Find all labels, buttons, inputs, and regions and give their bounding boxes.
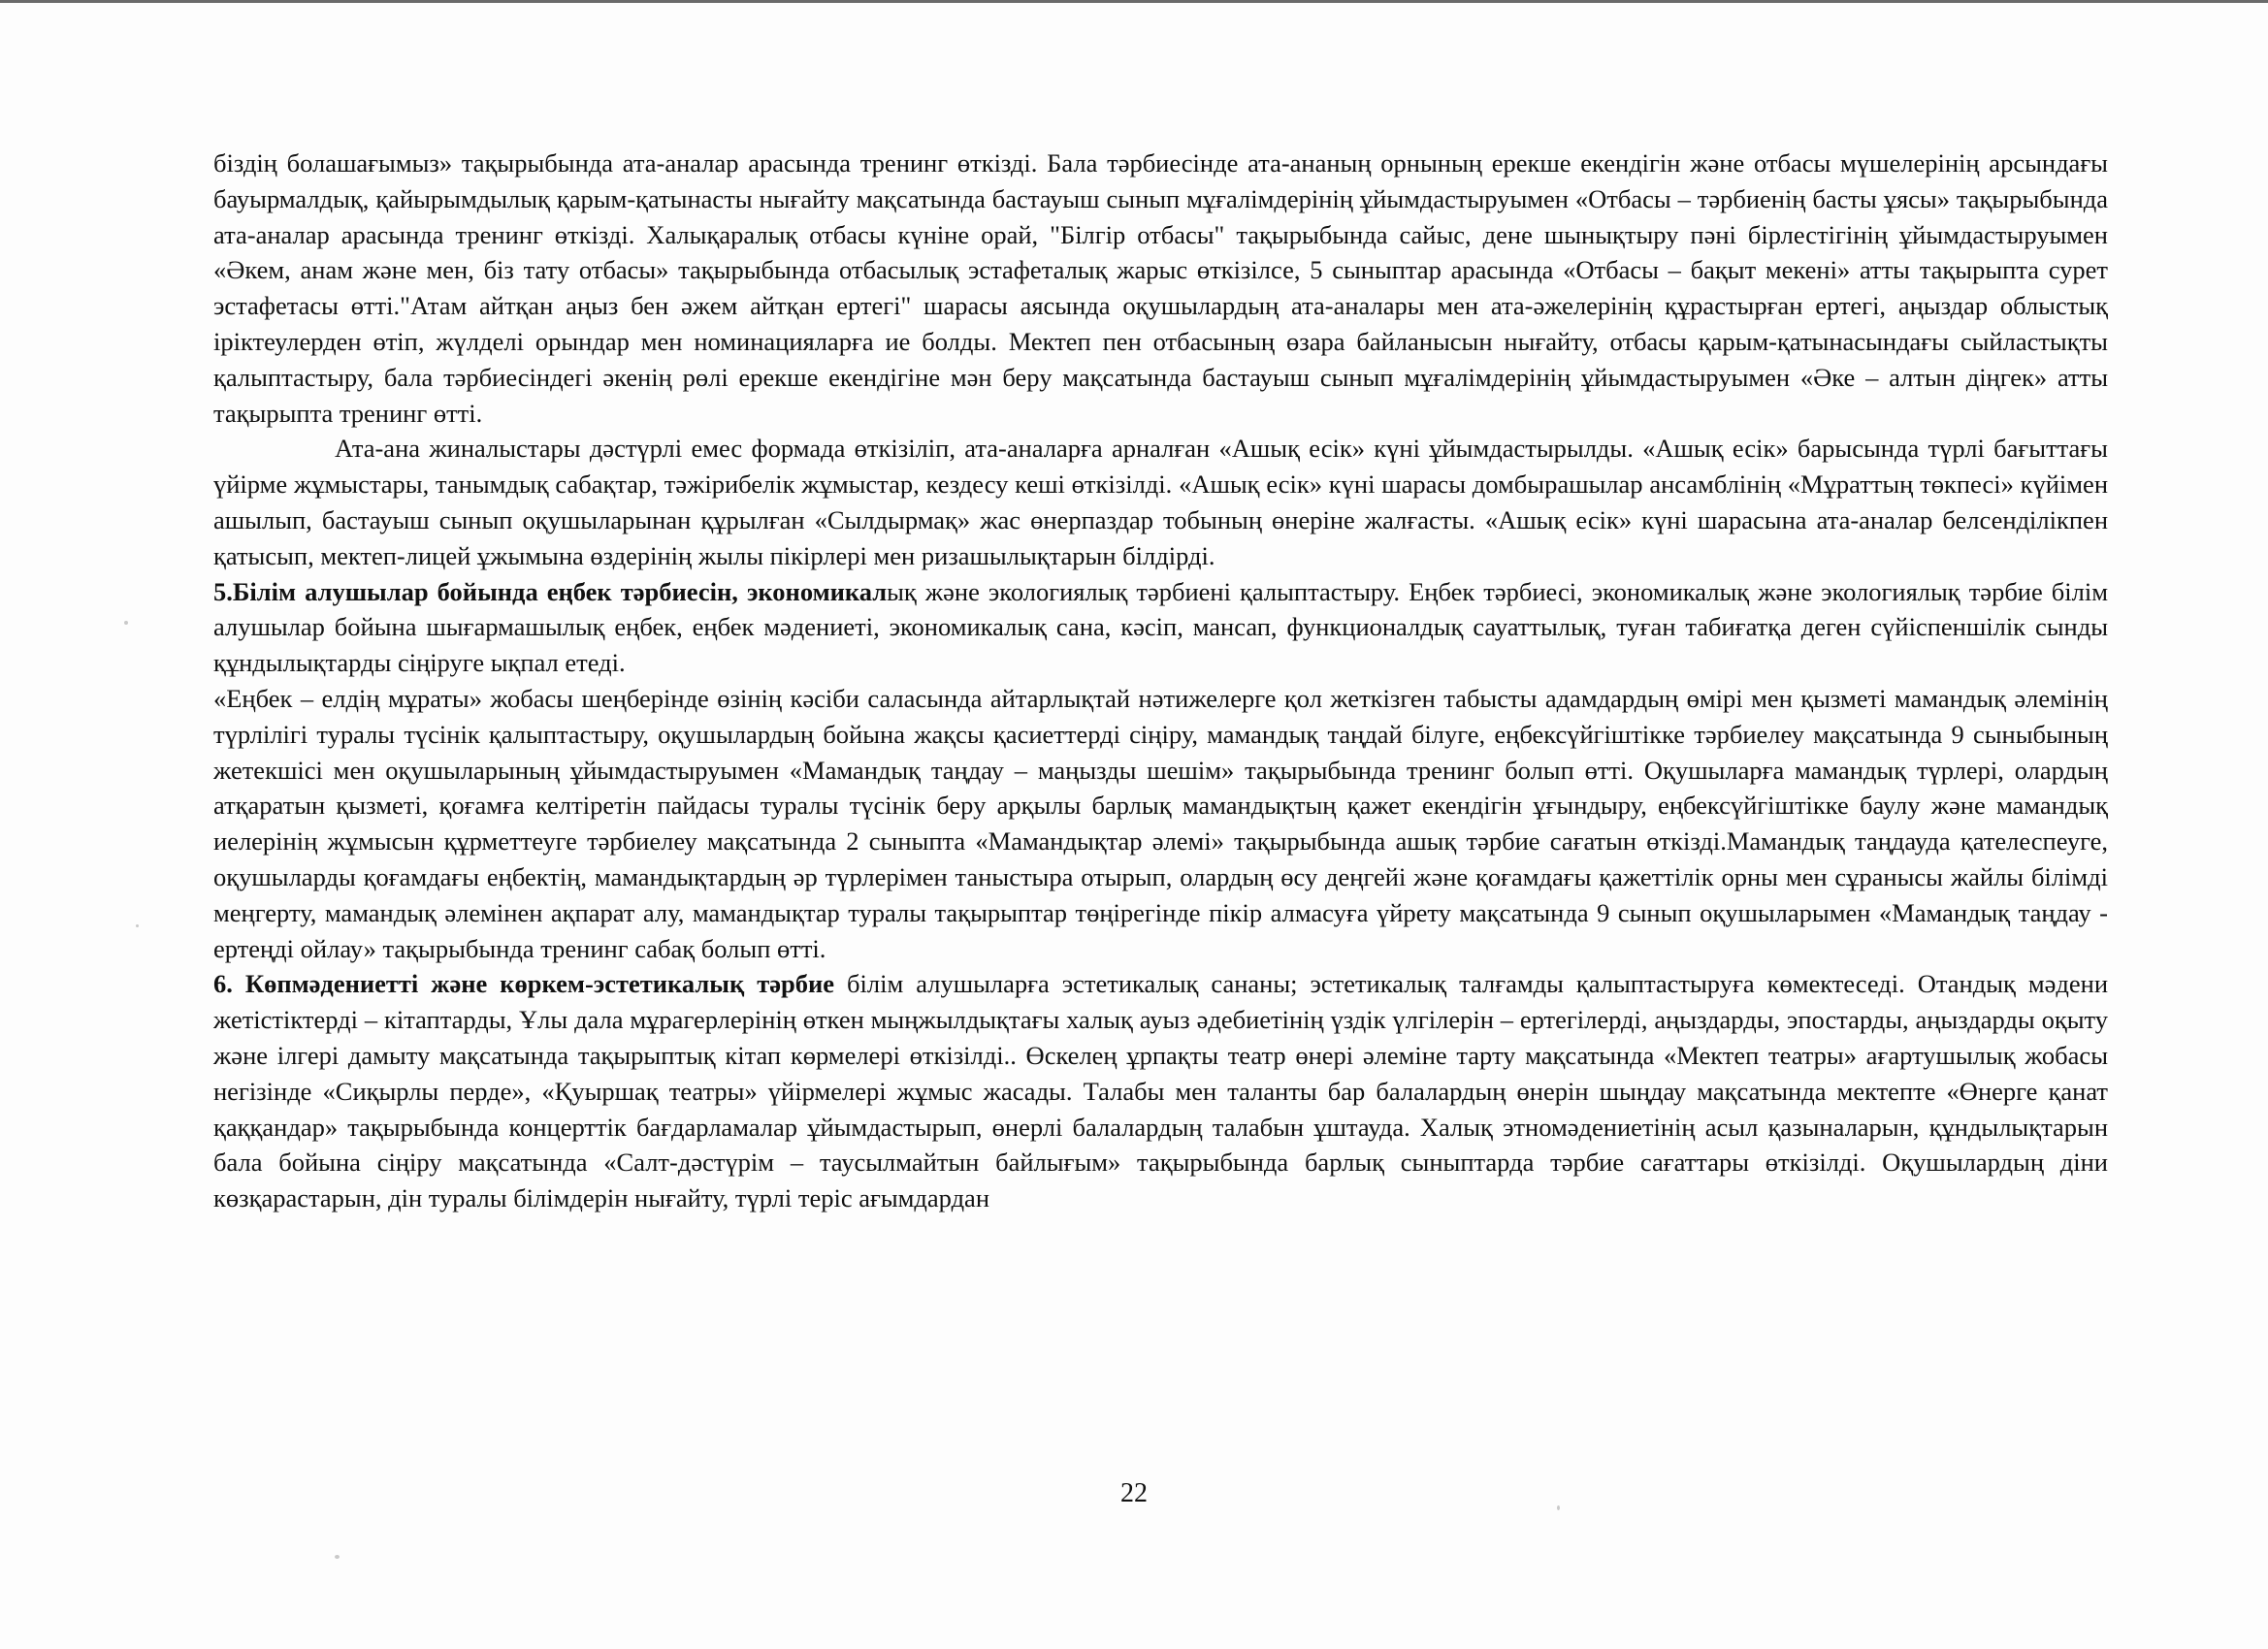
paragraph-5 [213,966,2108,1216]
paragraph-1-text: біздің болашағымыз» тақырыбында ата-аналар арасында тренинг өткізді. Бала тәрбиесінде ата-ананың орнының ерекше екендігін және отбасы мүшелерінің арсындағы бауырмалдық, қайырымдылық қарым-қатынасты нығайту мақсатында бастауыш сынып мұғалімдерінің ұйымдастыруымен «Отбасы – тәрбиенің басты ұясы» тақырыбында ата-аналар арасында тренинг өткізді. Халықаралық отбасы күніне орай, "Білгір отбасы" тақырыбында сайыс, дене шынықтыру пәні бірлестігінің ұйымдастыруымен «Әкем, анам және мен, біз тату отбасы» тақырыбында отбасылық эстафеталық жарыс өткізілсе, 5 сыныптар арасында «Отбасы – бақыт мекені» атты тақырыпта сурет эстафетасы өтті."Атам айтқан аңыз бен әжем айтқан ертегі" шарасы аясында оқушылардың ата-аналары мен ата-әжелерінің құрастырған ертегі, аңыздар облыстық іріктеулерден өтіп, жүлделі орындар мен номинацияларға ие болды. Мектеп пен отбасының өзара байланысын нығайту, отбасы қарым-қатынасындағы сыйластықты қалыптастыру, бала тәрбиесіндегі әкенің рөлі ерекше екендігіне мән беру мақсатында бастауыш сынып мұғалімдерінің ұйымдастыруымен «Әке – алтын діңгек» атты тақырыпта тренинг өтті. [213,148,2108,428]
scan-speck [335,1555,340,1559]
page-number: 22 [1120,1478,1148,1508]
scan-speck [124,621,128,625]
paragraph-2 [213,431,2108,573]
scan-speck [136,924,139,927]
paragraph-3-heading: 5.Білім алушылар бойында еңбек тәрбиесін, экономикал [213,576,888,606]
paragraph-2-text: Ата-ана жиналыстары дәстүрлі емес формада өткізіліп, ата-аналарға арналған «Ашық есік» күні ұйымдастырылды. «Ашық есік» барысында түрлі бағыттағы үйірме жұмыстары, танымдық сабақтар, тәжірибелік жұмыстар, кездесу кеші өткізілді. «Ашық есік» күні шарасы домбырашылар ансамблінің «Мұраттың төкпесі» күйімен ашылып, бастауыш сынып оқушыларынан құрылған «Сылдырмақ» жас өнерпаздар тобының өнеріне жалғасты. «Ашық есік» күні шарасына ата-аналар белсенділікпен қатысып, мектеп-лицей ұжымына өздерінің жылы пікірлері мен ризашылықтарын білдірді. [213,434,2108,570]
paragraph-3-text: ық және экологиялық тәрбиені қалыптастыру. Еңбек тәрбиесі, экономикалық және экологиялық тәрбие білім алушылар бойына шығармашылық еңбек, еңбек мәдениеті, экономикалық сана, кәсіп, мансап, функционалдық сауаттылық, туған табиғатқа деген сүйіспеншілік сынды құндылықтарды сіңіруге ықпал етеді. [213,576,2108,678]
paragraph-4 [213,681,2108,966]
paragraph-3 [213,574,2108,681]
scan-top-edge [0,0,2268,3]
paragraph-5-text: білім алушыларға эстетикалық сананы; эстетикалық талғамды қалыптастыруға көмектеседі. Отандық мәдени жетістіктерді – кітаптарды, Ұлы дала мұрагерлерінің өткен мыңжылдықтағы халық ауыз әдебиетінің үздік үлгілерін – ертегілерді, аңыздарды, эпостарды, аңыздарды оқыту және ілгері дамыту мақсатында тақырыптық кітап көрмелері өткізілді.. Өскелең ұрпақты театр өнері әлеміне тарту мақсатында «Мектеп театры» ағартушылық жобасы негізінде «Сиқырлы перде», «Қуыршақ театры» үйірмелері жұмыс жасады. Талабы мен таланты бар балалардың өнерін шыңдау мақсатында мектепте «Өнерге қанат қаққандар» тақырыбында концерттік бағдарламалар ұйымдастырып, өнерлі балалардың талабын ұштауда. Халық этномәдениетінің асыл қазыналарын, құндылықтарын бала бойына сіңіру мақсатында «Салт-дәстүрім – таусылмайтын байлығым» тақырыбында барлық сыныптарда тәрбие сағаттары өткізілді. Оқушылардың діни көзқарастарын, дін туралы білімдерін нығайту, түрлі теріс ағымдардан [213,969,2109,1213]
scan-speck [1557,1505,1560,1510]
paragraph-1 [213,146,2108,431]
page-body [213,146,2108,1216]
paragraph-4-text: «Еңбек – елдің мұраты» жобасы шеңберінде өзінің кәсіби саласында айтарлықтай нәтижелерге қол жеткізген табысты адамдардың өмірі мен қызметі мамандық әлемінің түрлілігі туралы түсінік қалыптастыру, оқушылардың бойына жақсы қасиеттерді сіңіру, мамандық таңдай білуге, еңбексүйгіштікке тәрбиелеу мақсатында 9 сыныбының жетекшісі мен оқушыларының ұйымдастыруымен «Мамандық таңдау – маңызды шешім» тақырыбында тренинг болып өтті. Оқушыларға мамандық түрлері, олардың атқаратын қызметі, қоғамға келтіретін пайдасы туралы түсінік беру арқылы барлық мамандықтың қажет екендігін ұғындыру, еңбексүйгіштікке баулу және мамандық иелерінің жұмысын құрметтеуге тәрбиелеу мақсатында 2 сыныпта «Мамандықтар әлемі» тақырыбында ашық тәрбие сағатын өткізді.Мамандық таңдауда қателеспеуге, оқушыларды қоғамдағы еңбектің, мамандықтардың әр түрлерімен таныстыра отырып, олардың өсу деңгейі және қоғамдағы қажеттілік орны мен сұранысы жайлы білімді меңгерту, мамандық әлемінен ақпарат алу, мамандықтар туралы тақырыптар төңірегінде пікір алмасуға үйрету мақсатында 9 сынып оқушыларымен «Мамандық таңдау - ертеңді ойлау» тақырыбында тренинг сабақ болып өтті. [213,683,2108,963]
paragraph-5-heading: 6. Көпмәдениетті және көркем-эстетикалық тәрбие [213,969,835,999]
